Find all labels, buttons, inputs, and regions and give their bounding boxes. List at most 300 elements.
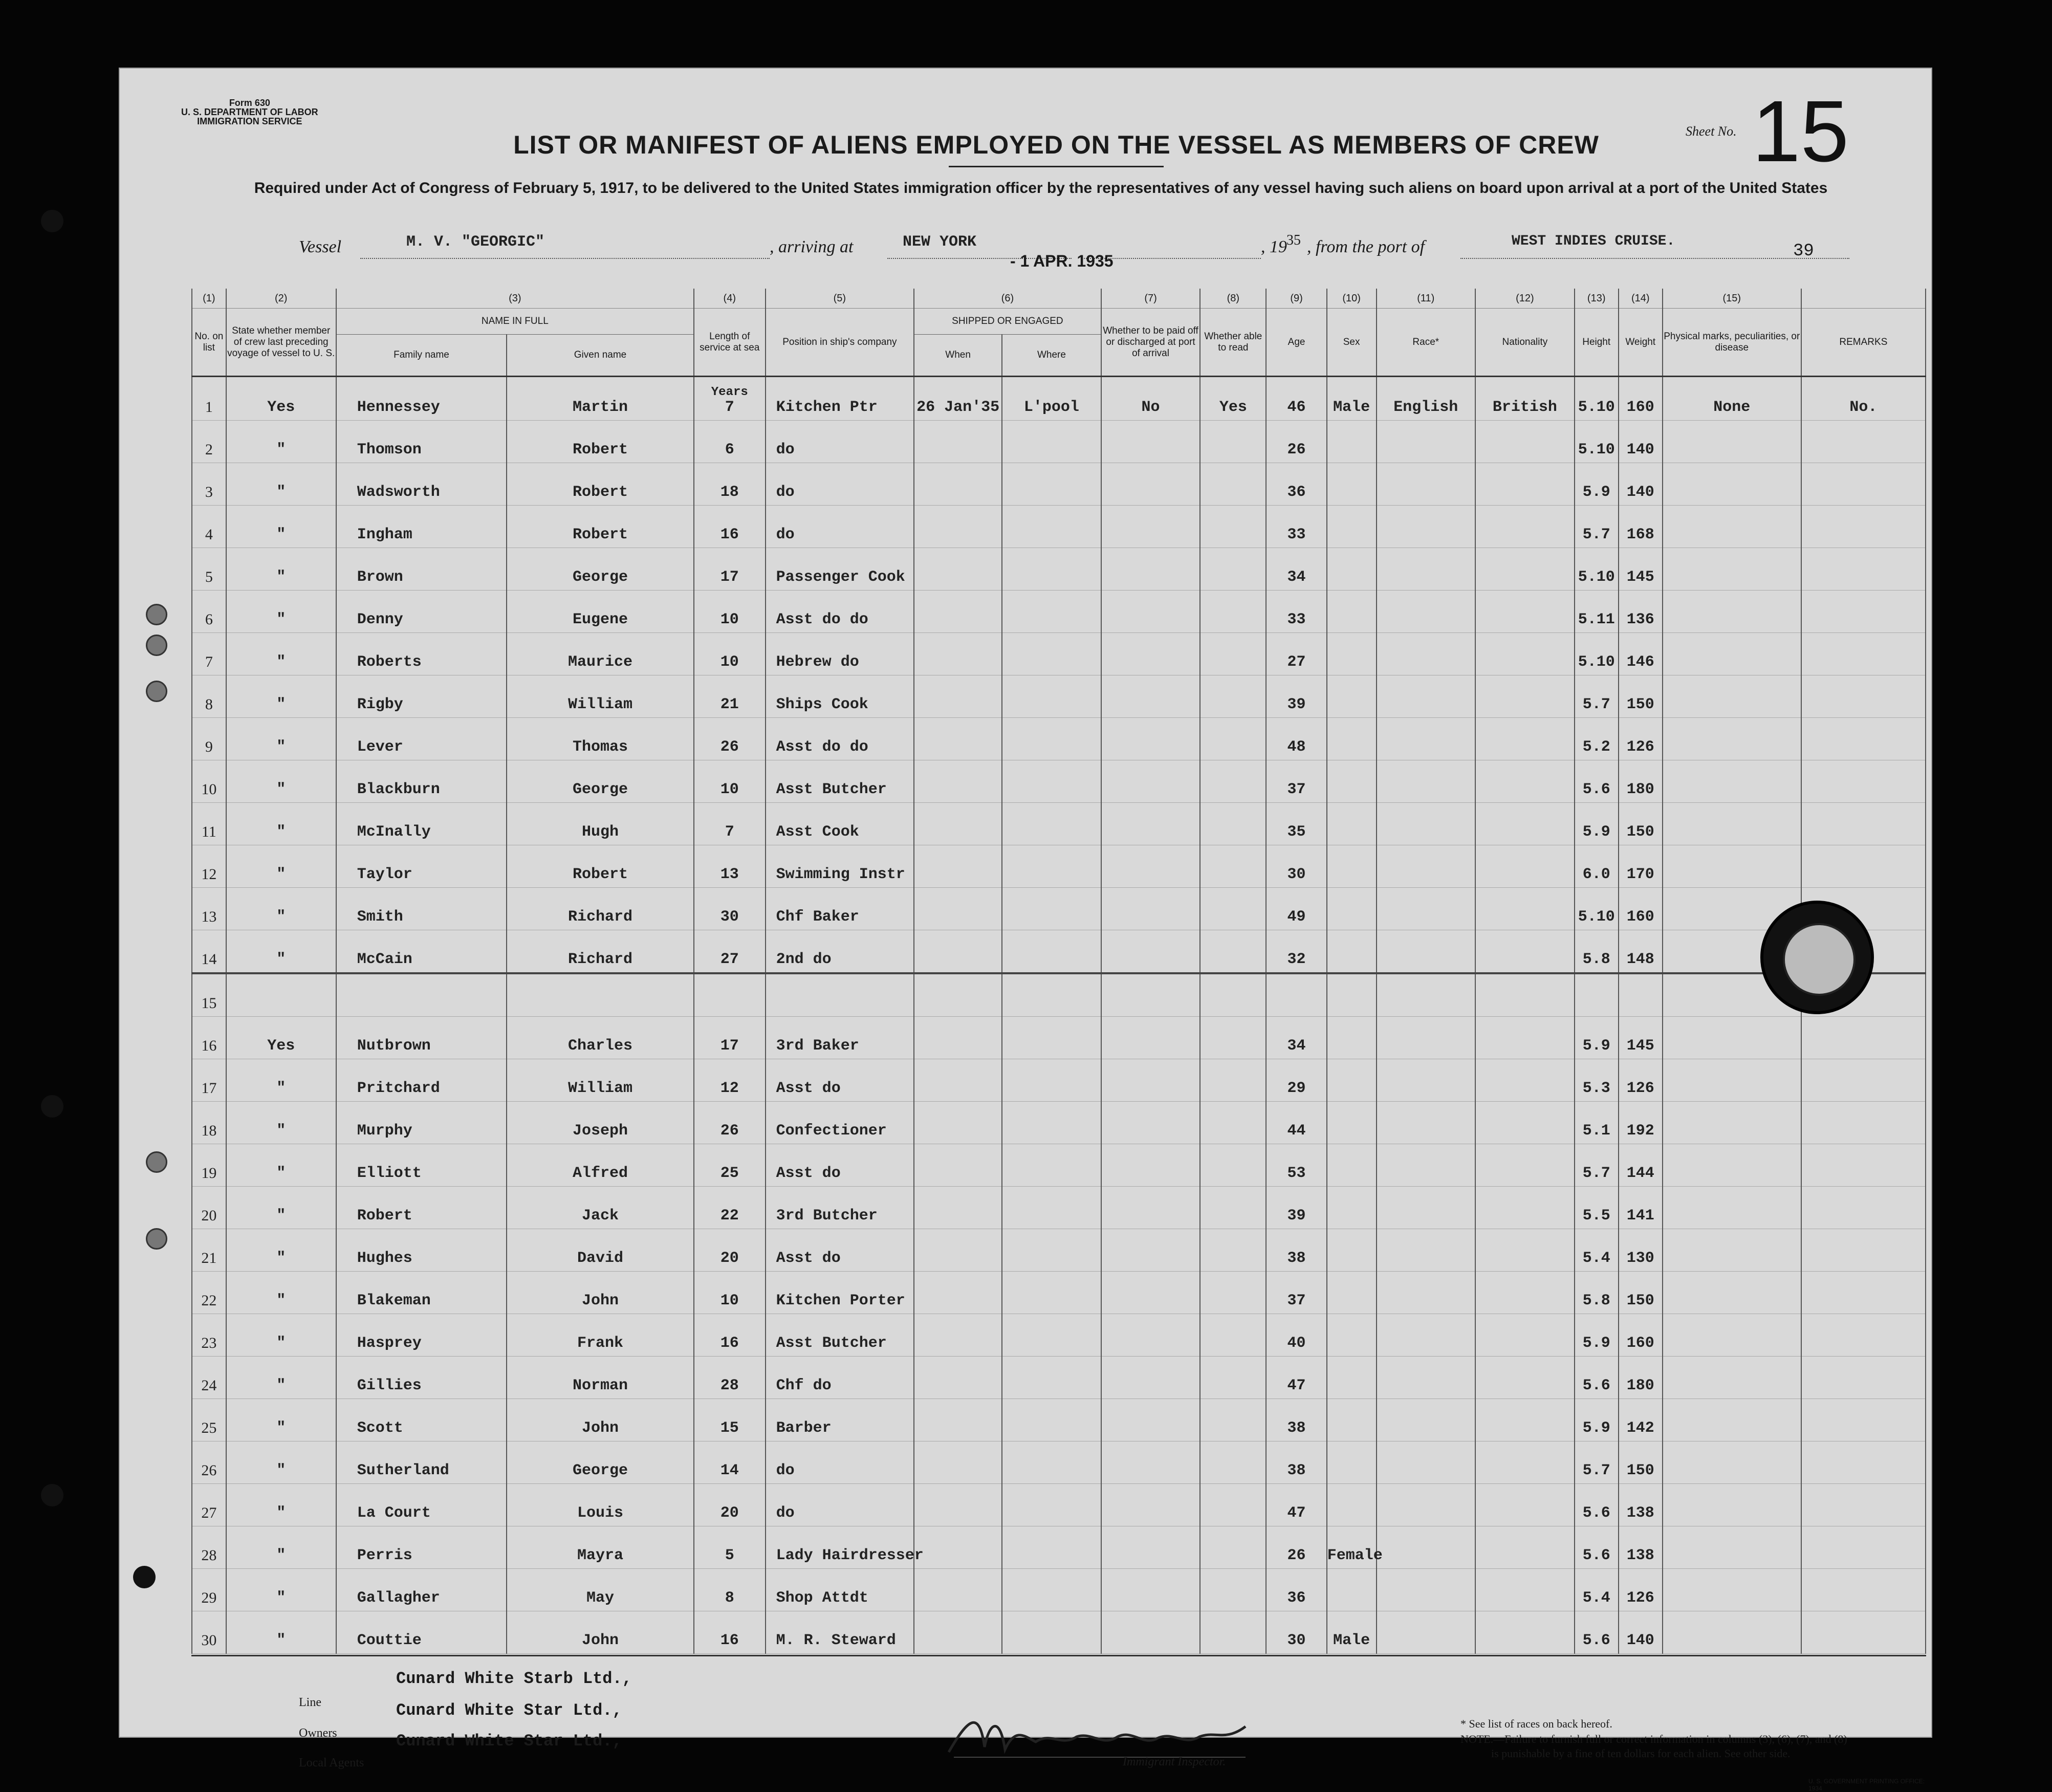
cell-nationality [1475, 591, 1575, 633]
cell-service: 5 [694, 1526, 766, 1569]
col-number-5: (5) [766, 289, 914, 309]
cell-height: 5.6 [1575, 1357, 1619, 1399]
seal-emblem [1783, 923, 1855, 996]
row-number: 22 [192, 1272, 226, 1314]
cell-when [914, 1017, 1002, 1059]
cell-paid [1101, 1441, 1200, 1484]
cell-family: Rigby [336, 675, 507, 718]
cell-age: 38 [1266, 1399, 1326, 1441]
header-given: Given name [507, 335, 694, 377]
cell-member: " [226, 930, 336, 974]
crew-manifest-table [191, 289, 1926, 1654]
cell-position: Lady Hairdresser [766, 1526, 914, 1569]
cell-where [1002, 1484, 1101, 1526]
cell-given: Maurice [507, 633, 694, 675]
cell-read [1200, 803, 1266, 845]
cell-where [1002, 1187, 1101, 1229]
cell-member: " [226, 421, 336, 463]
cell-remarks [1801, 1272, 1926, 1314]
cell-when [914, 973, 1002, 1017]
cell-when [914, 1526, 1002, 1569]
cell-when [914, 760, 1002, 803]
vessel-label: Vessel [299, 237, 342, 256]
cell-when [914, 1399, 1002, 1441]
vessel-underline [360, 258, 770, 259]
cell-family: Ingham [336, 506, 507, 548]
cell-remarks [1801, 591, 1926, 633]
cell-service: 16 [694, 506, 766, 548]
cell-nationality [1475, 421, 1575, 463]
cell-read [1200, 1357, 1266, 1399]
binder-hole [146, 1151, 167, 1173]
cell-read [1200, 760, 1266, 803]
cell-weight: 140 [1619, 463, 1663, 506]
cell-paid [1101, 888, 1200, 930]
cell-given: Jack [507, 1187, 694, 1229]
cell-service: 6 [694, 421, 766, 463]
cell-paid [1101, 930, 1200, 974]
cell-position: do [766, 506, 914, 548]
title-rule [949, 166, 1164, 167]
table-row [192, 463, 1926, 506]
header-paid-off: Whether to be paid off or discharged at port of arrival [1101, 309, 1200, 377]
owners-agent: Cunard White Star Ltd., [396, 1701, 622, 1720]
cell-where [1002, 845, 1101, 888]
cell-read [1200, 973, 1266, 1017]
cell-position: Asst do do [766, 718, 914, 760]
header-where: Where [1002, 335, 1101, 377]
cell-weight: 150 [1619, 1272, 1663, 1314]
header-nationality: Nationality [1475, 309, 1575, 377]
crew-rows [192, 377, 1926, 1654]
table-row [192, 845, 1926, 888]
form-number-label: Form 630 [229, 98, 270, 108]
local-agents: Cunard White Star Ltd., [396, 1732, 622, 1751]
cell-sex [1327, 1187, 1377, 1229]
cell-position: Asst Cook [766, 803, 914, 845]
cell-read [1200, 1102, 1266, 1144]
row-number: 20 [192, 1187, 226, 1229]
cell-member: " [226, 1526, 336, 1569]
cell-age: 44 [1266, 1102, 1326, 1144]
cell-family: Hughes [336, 1229, 507, 1272]
race-note: * See list of races on back hereof. [1460, 1717, 1612, 1730]
cell-age: 36 [1266, 463, 1326, 506]
row-number: 3 [192, 463, 226, 506]
cell-remarks [1801, 1441, 1926, 1484]
cell-sex [1327, 1357, 1377, 1399]
cell-marks [1663, 463, 1801, 506]
table-row [192, 1187, 1926, 1229]
sheet-number: 15 [1752, 83, 1849, 180]
cell-position: Hebrew do [766, 633, 914, 675]
header-no: No. on list [192, 309, 226, 377]
cell-height: 6.0 [1575, 845, 1619, 888]
cell-position: 2nd do [766, 930, 914, 974]
cell-family: Roberts [336, 633, 507, 675]
form-number [181, 98, 318, 126]
service-unit-label: Years [711, 385, 748, 399]
line-agent: Cunard White Starb Ltd., [396, 1669, 632, 1688]
cell-position: Swimming Instr [766, 845, 914, 888]
cell-paid [1101, 760, 1200, 803]
cell-paid [1101, 718, 1200, 760]
cell-nationality [1475, 930, 1575, 974]
cell-weight: 160 [1619, 888, 1663, 930]
cell-nationality [1475, 1187, 1575, 1229]
cell-age: 39 [1266, 1187, 1326, 1229]
row-number: 23 [192, 1314, 226, 1357]
cell-family: Brown [336, 548, 507, 591]
cell-service: 17 [694, 548, 766, 591]
cell-marks [1663, 1569, 1801, 1611]
document-title: LIST OR MANIFEST OF ALIENS EMPLOYED ON THE VESSEL AS MEMBERS OF CREW [513, 130, 1599, 159]
header-position: Position in ship's company [766, 309, 914, 377]
col-number-10: (10) [1327, 289, 1377, 309]
cell-nationality [1475, 1399, 1575, 1441]
cell-member: " [226, 506, 336, 548]
cell-when [914, 548, 1002, 591]
cell-service: 26 [694, 718, 766, 760]
cell-age: 37 [1266, 760, 1326, 803]
table-row [192, 506, 1926, 548]
cell-given: Robert [507, 421, 694, 463]
cell-marks [1663, 760, 1801, 803]
cell-height: 5.4 [1575, 1569, 1619, 1611]
owners-label: Owners [299, 1727, 337, 1740]
cell-read [1200, 1314, 1266, 1357]
table-row [192, 591, 1926, 633]
cell-service: 21 [694, 675, 766, 718]
header-sex: Sex [1327, 309, 1377, 377]
cell-nationality [1475, 1314, 1575, 1357]
col-number-15: (15) [1663, 289, 1801, 309]
cell-remarks [1801, 1357, 1926, 1399]
cell-where [1002, 463, 1101, 506]
cell-nationality [1475, 973, 1575, 1017]
cell-read [1200, 463, 1266, 506]
cell-weight: 170 [1619, 845, 1663, 888]
cell-position: Asst do [766, 1229, 914, 1272]
cell-weight [1619, 973, 1663, 1017]
cell-when [914, 1314, 1002, 1357]
service-label: IMMIGRATION SERVICE [197, 116, 302, 126]
cell-paid [1101, 463, 1200, 506]
cell-sex [1327, 1569, 1377, 1611]
cell-height: 5.10 [1575, 548, 1619, 591]
cell-where [1002, 1569, 1101, 1611]
cell-race [1377, 1441, 1476, 1484]
cell-position: do [766, 1441, 914, 1484]
cell-position: Asst do [766, 1144, 914, 1187]
cell-when [914, 675, 1002, 718]
cell-where [1002, 1229, 1101, 1272]
cell-remarks [1801, 1611, 1926, 1654]
cell-member: " [226, 1484, 336, 1526]
table-row [192, 1611, 1926, 1654]
cell-paid [1101, 633, 1200, 675]
cell-nationality [1475, 1569, 1575, 1611]
cell-read [1200, 930, 1266, 974]
cell-read [1200, 506, 1266, 548]
cell-marks [1663, 548, 1801, 591]
cell-service: 25 [694, 1144, 766, 1187]
row-number: 24 [192, 1357, 226, 1399]
page-number: 39 [1793, 242, 1814, 261]
cell-weight: 136 [1619, 591, 1663, 633]
cell-marks [1663, 506, 1801, 548]
cell-height: 5.10 [1575, 421, 1619, 463]
row-number: 18 [192, 1102, 226, 1144]
cell-read [1200, 1441, 1266, 1484]
cell-sex [1327, 1102, 1377, 1144]
cell-where [1002, 548, 1101, 591]
cell-service: 12 [694, 1059, 766, 1102]
cell-read [1200, 1229, 1266, 1272]
cell-read [1200, 1526, 1266, 1569]
cell-given: William [507, 675, 694, 718]
table-row [192, 973, 1926, 1017]
cell-marks [1663, 1102, 1801, 1144]
binder-hole [146, 635, 167, 656]
cell-race: English [1377, 377, 1476, 421]
cell-given: Richard [507, 888, 694, 930]
from-port-label: , from the port of [1307, 237, 1425, 256]
cell-member: " [226, 1357, 336, 1399]
cell-read [1200, 1484, 1266, 1526]
cell-member: Yes [226, 377, 336, 421]
cell-when [914, 591, 1002, 633]
cell-race [1377, 1314, 1476, 1357]
cell-family: La Court [336, 1484, 507, 1526]
binder-hole [41, 1095, 63, 1118]
cell-weight: 145 [1619, 548, 1663, 591]
cell-nationality [1475, 1484, 1575, 1526]
cell-height: 5.7 [1575, 1441, 1619, 1484]
cell-weight: 144 [1619, 1144, 1663, 1187]
table-row [192, 1272, 1926, 1314]
cell-service: 10 [694, 591, 766, 633]
row-number: 2 [192, 421, 226, 463]
cell-service: 10 [694, 760, 766, 803]
cell-nationality [1475, 1272, 1575, 1314]
cell-family: Nutbrown [336, 1017, 507, 1059]
cell-nationality [1475, 760, 1575, 803]
cell-sex [1327, 930, 1377, 974]
cell-age: 38 [1266, 1441, 1326, 1484]
header-service: Length of service at sea [694, 309, 766, 377]
cell-paid: No [1101, 377, 1200, 421]
cell-when [914, 1144, 1002, 1187]
cell-family: Smith [336, 888, 507, 930]
cell-member: " [226, 803, 336, 845]
row-number: 10 [192, 760, 226, 803]
cell-position: Asst do [766, 1059, 914, 1102]
cell-weight: 140 [1619, 421, 1663, 463]
cell-nationality [1475, 548, 1575, 591]
cell-marks [1663, 1484, 1801, 1526]
cell-weight: 168 [1619, 506, 1663, 548]
cell-family: Scott [336, 1399, 507, 1441]
cell-when [914, 1484, 1002, 1526]
cell-marks [1663, 1526, 1801, 1569]
year-value: 35 [1286, 232, 1301, 248]
from-port-value: WEST INDIES CRUISE. [1512, 233, 1675, 249]
row-number: 5 [192, 548, 226, 591]
cell-sex [1327, 1441, 1377, 1484]
cell-weight: 142 [1619, 1399, 1663, 1441]
cell-weight: 150 [1619, 803, 1663, 845]
cell-nationality [1475, 1357, 1575, 1399]
cell-service: 18 [694, 463, 766, 506]
cell-remarks [1801, 1187, 1926, 1229]
cell-family: Sutherland [336, 1441, 507, 1484]
cell-family: Gillies [336, 1357, 507, 1399]
cell-marks [1663, 1229, 1801, 1272]
row-number: 21 [192, 1229, 226, 1272]
cell-nationality [1475, 463, 1575, 506]
cell-paid [1101, 1569, 1200, 1611]
cell-weight: 130 [1619, 1229, 1663, 1272]
cell-when [914, 1357, 1002, 1399]
cell-member: " [226, 548, 336, 591]
cell-remarks [1801, 845, 1926, 888]
cell-age: 34 [1266, 1017, 1326, 1059]
cell-height: 5.10 [1575, 888, 1619, 930]
arriving-label: , arriving at [770, 237, 854, 256]
cell-position: do [766, 1484, 914, 1526]
cell-marks [1663, 1059, 1801, 1102]
row-number: 1 [192, 377, 226, 421]
from-port-underline [1460, 258, 1849, 259]
binder-hole [41, 210, 63, 232]
cell-read [1200, 675, 1266, 718]
cell-paid [1101, 1526, 1200, 1569]
cell-family: Elliott [336, 1144, 507, 1187]
cell-age: 35 [1266, 803, 1326, 845]
cell-weight: 140 [1619, 1611, 1663, 1654]
cell-nationality [1475, 1102, 1575, 1144]
cell-sex: Male [1327, 377, 1377, 421]
cell-remarks: No. [1801, 377, 1926, 421]
cell-sex [1327, 421, 1377, 463]
cell-when [914, 930, 1002, 974]
cell-family: Gallagher [336, 1569, 507, 1611]
cell-where [1002, 1357, 1101, 1399]
col-number-13: (13) [1575, 289, 1619, 309]
table-row [192, 1441, 1926, 1484]
cell-weight: 126 [1619, 1059, 1663, 1102]
cell-given: Martin [507, 377, 694, 421]
cell-age: 46 [1266, 377, 1326, 421]
cell-when [914, 803, 1002, 845]
cell-age: 36 [1266, 1569, 1326, 1611]
header-height: Height [1575, 309, 1619, 377]
cell-where [1002, 973, 1101, 1017]
row-number: 19 [192, 1144, 226, 1187]
header-name: NAME IN FULL [336, 309, 694, 335]
cell-sex [1327, 1314, 1377, 1357]
cell-member: " [226, 1059, 336, 1102]
line-label: Line [299, 1696, 321, 1709]
cell-service: 20 [694, 1229, 766, 1272]
cell-given: George [507, 1441, 694, 1484]
table-row [192, 548, 1926, 591]
cell-sex [1327, 548, 1377, 591]
cell-age: 27 [1266, 633, 1326, 675]
cell-member: " [226, 1441, 336, 1484]
cell-height: 5.7 [1575, 675, 1619, 718]
cell-nationality [1475, 1144, 1575, 1187]
cell-marks [1663, 633, 1801, 675]
table-row [192, 1102, 1926, 1144]
document-subtitle: Required under Act of Congress of February 5, 1917, to be delivered to the United States immigration officer by the representatives of any vessel having such aliens on board upon arrival at a port of the United States [254, 180, 1828, 196]
cell-nationality [1475, 718, 1575, 760]
cell-member: " [226, 1314, 336, 1357]
header-remarks: REMARKS [1801, 309, 1926, 377]
cell-position: Shop Attdt [766, 1569, 914, 1611]
cell-member: Yes [226, 1017, 336, 1059]
cell-age [1266, 973, 1326, 1017]
cell-age: 26 [1266, 421, 1326, 463]
cell-read [1200, 548, 1266, 591]
header-family: Family name [336, 335, 507, 377]
cell-weight: 180 [1619, 1357, 1663, 1399]
cell-service: 28 [694, 1357, 766, 1399]
footer-rule [191, 1655, 1926, 1656]
col-number-14: (14) [1619, 289, 1663, 309]
cell-where [1002, 1611, 1101, 1654]
cell-sex [1327, 888, 1377, 930]
cell-given: John [507, 1399, 694, 1441]
row-number: 14 [192, 930, 226, 974]
cell-member [226, 973, 336, 1017]
cell-position: do [766, 421, 914, 463]
cell-weight: 138 [1619, 1484, 1663, 1526]
cell-sex: Male [1327, 1611, 1377, 1654]
cell-height: 5.4 [1575, 1229, 1619, 1272]
cell-remarks [1801, 1017, 1926, 1059]
cell-read [1200, 1272, 1266, 1314]
cell-age: 33 [1266, 591, 1326, 633]
cell-height: 5.11 [1575, 591, 1619, 633]
cell-paid [1101, 845, 1200, 888]
cell-age: 40 [1266, 1314, 1326, 1357]
cell-given: George [507, 760, 694, 803]
cell-weight: 192 [1619, 1102, 1663, 1144]
cell-read [1200, 1569, 1266, 1611]
cell-weight: 160 [1619, 1314, 1663, 1357]
cell-marks [1663, 1357, 1801, 1399]
cell-age: 32 [1266, 930, 1326, 974]
cell-given: Charles [507, 1017, 694, 1059]
binder-hole [146, 1228, 167, 1250]
cell-given: Mayra [507, 1526, 694, 1569]
cell-nationality [1475, 1611, 1575, 1654]
cell-race [1377, 1569, 1476, 1611]
cell-height: 5.1 [1575, 1102, 1619, 1144]
cell-when [914, 1229, 1002, 1272]
cell-height: 5.7 [1575, 1144, 1619, 1187]
cell-marks [1663, 1611, 1801, 1654]
cell-marks [1663, 718, 1801, 760]
cell-when [914, 1611, 1002, 1654]
cell-age: 30 [1266, 845, 1326, 888]
cell-where [1002, 1399, 1101, 1441]
cell-position: Passenger Cook [766, 548, 914, 591]
cell-race [1377, 633, 1476, 675]
cell-service: 14 [694, 1441, 766, 1484]
